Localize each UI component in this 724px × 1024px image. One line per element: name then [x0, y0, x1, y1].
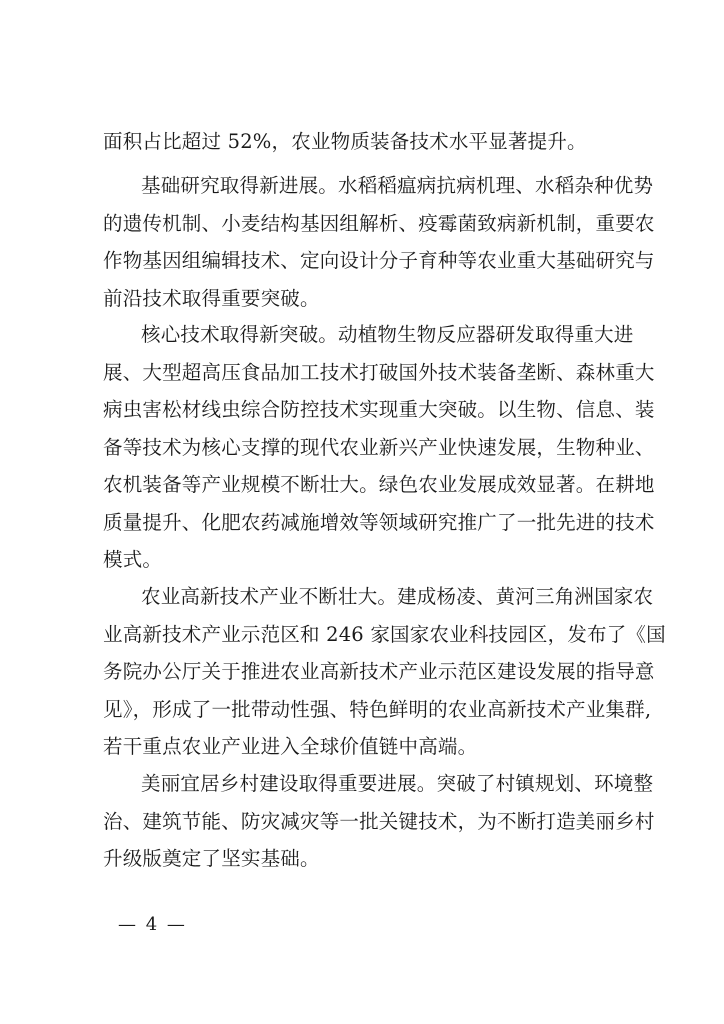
text-line-19: 治、建筑节能、防灾减灾等一批关键技术，为不断打造美丽乡村 [103, 810, 655, 833]
page-number: — 4 — [118, 914, 187, 935]
text-line-14: 业高新技术产业示范区和 246 家国家农业科技园区，发布了《国 [103, 623, 666, 646]
text-line-10: 农机装备等产业规模不断壮大。绿色农业发展成效显著。在耕地 [103, 473, 655, 496]
text-line-9: 备等技术为核心支撑的现代农业新兴产业快速发展，生物种业、 [103, 436, 655, 459]
text-line-8: 病虫害松材线虫综合防控技术实现重大突破。以生物、信息、装 [103, 398, 655, 421]
text-line-15: 务院办公厅关于推进农业高新技术产业示范区建设发展的指导意 [103, 660, 655, 683]
text-line-17: 若干重点农业产业进入全球价值链中高端。 [103, 735, 478, 758]
text-line-11: 质量提升、化肥农药减施增效等领域研究推广了一批先进的技术 [103, 511, 655, 534]
text-line-20: 升级版奠定了坚实基础。 [103, 847, 320, 870]
text-line-12: 模式。 [103, 548, 163, 571]
text-line-6: 核心技术取得新突破。动植物生物反应器研发取得重大进 [141, 323, 634, 346]
text-line-18: 美丽宜居乡村建设取得重要进展。突破了村镇规划、环境整 [141, 772, 654, 795]
text-line-5: 前沿技术取得重要突破。 [103, 287, 320, 310]
text-line-16: 见》，形成了一批带动性强、特色鲜明的农业高新技术产业集群, [103, 698, 652, 721]
text-line-4: 作物基因组编辑技术、定向设计分子育种等农业重大基础研究与 [103, 249, 655, 272]
text-line-3: 的遗传机制、小麦结构基因组解析、疫霉菌致病新机制，重要农 [103, 212, 655, 235]
text-line-2: 基础研究取得新进展。水稻稻瘟病抗病机理、水稻杂种优势 [141, 174, 654, 197]
text-line-13: 农业高新技术产业不断壮大。建成杨凌、黄河三角洲国家农 [141, 585, 654, 608]
text-line-1: 面积占比超过 52%，农业物质装备技术水平显著提升。 [103, 130, 587, 153]
text-line-7: 展、大型超高压食品加工技术打破国外技术装备垄断、森林重大 [103, 361, 655, 384]
